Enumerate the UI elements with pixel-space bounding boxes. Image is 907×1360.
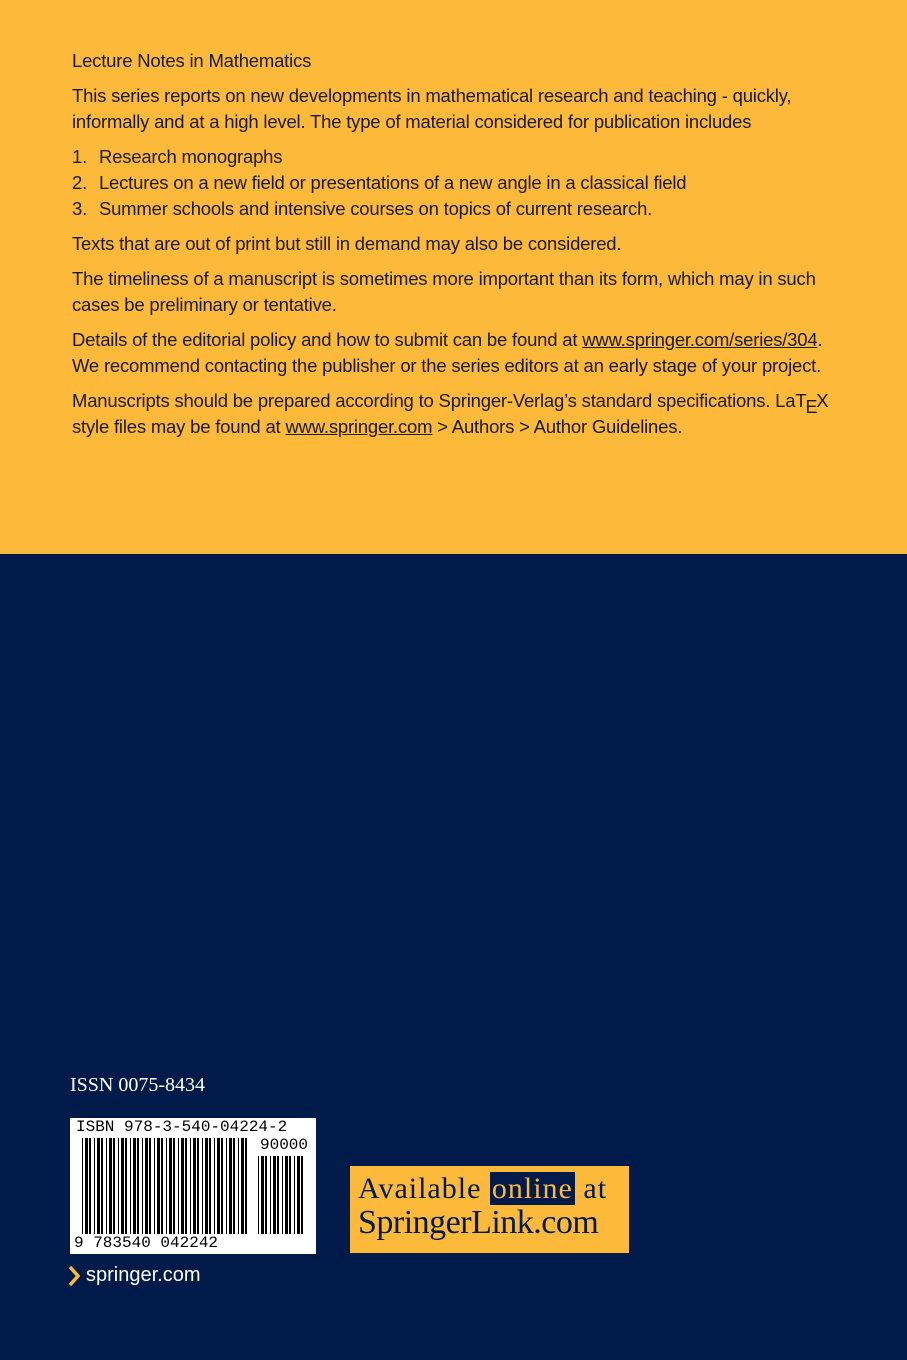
out-of-print-paragraph: Texts that are out of print but still in demand may also be considered. xyxy=(72,233,622,254)
series-description xyxy=(72,48,832,449)
isbn-barcode xyxy=(70,1118,316,1254)
barcode-bar xyxy=(109,1138,112,1234)
barcode-bar xyxy=(217,1138,220,1234)
barcode-bar xyxy=(149,1138,151,1234)
barcode-bar xyxy=(273,1156,276,1234)
barcode-bar xyxy=(238,1138,239,1234)
list-item: 1. Research monographs xyxy=(72,146,283,167)
barcode-bar xyxy=(85,1138,88,1234)
barcode-bar xyxy=(173,1138,175,1234)
barcode-bar xyxy=(258,1156,259,1234)
barcode-bar xyxy=(178,1138,179,1234)
barcode-bar xyxy=(121,1138,124,1234)
barcode-bar xyxy=(190,1138,191,1234)
barcode-bar xyxy=(289,1156,291,1234)
barcode-bar xyxy=(277,1156,279,1234)
series-title: Lecture Notes in Mathematics xyxy=(72,50,312,71)
barcode-bar xyxy=(125,1138,127,1234)
latex-logo: LaTEX xyxy=(775,390,829,417)
publication-types-list xyxy=(72,144,832,222)
barcode-bar xyxy=(282,1156,283,1234)
barcode-bar xyxy=(130,1138,131,1234)
barcode-bar xyxy=(181,1138,184,1234)
barcode-bar xyxy=(297,1156,300,1234)
details-paragraph: Details of the editorial policy and how to submit can be found at www.springer.com/series/304. We recommend contacting the publisher or the series editors at an early stage of your project. xyxy=(72,329,823,376)
barcode-bar xyxy=(118,1138,119,1234)
barcode-bar xyxy=(166,1138,167,1234)
springer-link[interactable]: www.springer.com xyxy=(285,416,433,437)
barcode-bars xyxy=(82,1138,252,1236)
barcode-bar xyxy=(229,1138,232,1234)
chevron-right-icon xyxy=(68,1265,80,1287)
timeliness-paragraph: The timeliness of a manuscript is sometimes more important than its form, which may in such cases be preliminary or tentative. xyxy=(72,268,816,315)
isbn-label: ISBN 978-3-540-04224-2 xyxy=(76,1118,288,1136)
barcode-bar xyxy=(202,1138,203,1234)
barcode-bar xyxy=(154,1138,155,1234)
manuscripts-paragraph: Manuscripts should be prepared according to Springer-Verlag’s standard specifications. LaTEX style files may be found at www.springer.com > Authors > Author Guidelines. xyxy=(72,390,829,437)
springerlink-badge: Available online at SpringerLink.com xyxy=(350,1166,629,1253)
barcode-bar xyxy=(261,1156,264,1234)
barcode-digits: 9 783540 042242 xyxy=(74,1234,219,1252)
barcode-bar xyxy=(185,1138,187,1234)
barcode-bar xyxy=(270,1156,271,1234)
barcode-bar xyxy=(142,1138,143,1234)
barcode-bar xyxy=(294,1156,295,1234)
list-item: 3. Summer schools and intensive courses on topics of current research. xyxy=(72,198,653,219)
barcode-bar xyxy=(245,1138,247,1234)
barcode-bar xyxy=(221,1138,223,1234)
barcode-bar xyxy=(133,1138,136,1234)
online-word: online xyxy=(491,1172,573,1205)
barcode-bar xyxy=(241,1138,244,1234)
top-orange-panel xyxy=(0,0,907,554)
springerlink-url: SpringerLink.com xyxy=(358,1204,599,1241)
isbn-addon: 90000 xyxy=(260,1136,309,1154)
barcode-bar xyxy=(214,1138,215,1234)
barcode-bar xyxy=(301,1156,303,1234)
barcode-bar xyxy=(89,1138,91,1234)
barcode-bar xyxy=(209,1138,211,1234)
barcode-bar xyxy=(193,1138,196,1234)
barcode-bar xyxy=(233,1138,235,1234)
series-link[interactable]: www.springer.com/series/304 xyxy=(582,329,818,350)
barcode-bar xyxy=(82,1138,83,1234)
barcode-bar xyxy=(161,1138,163,1234)
barcode-bar xyxy=(106,1138,107,1234)
addon-bars xyxy=(258,1156,308,1236)
springer-url: springer.com xyxy=(68,1264,201,1287)
barcode-bar xyxy=(101,1138,103,1234)
list-item: 2. Lectures on a new field or presentations of a new angle in a classical field xyxy=(72,172,687,193)
barcode-bar xyxy=(157,1138,160,1234)
barcode-bar xyxy=(265,1156,267,1234)
barcode-bar xyxy=(113,1138,115,1234)
barcode-bar xyxy=(197,1138,199,1234)
barcode-bar xyxy=(205,1138,208,1234)
issn-number: ISSN 0075-8434 xyxy=(70,1074,206,1096)
barcode-bar xyxy=(226,1138,227,1234)
barcode-bar xyxy=(94,1138,95,1234)
barcode-bar xyxy=(137,1138,139,1234)
barcode-bar xyxy=(145,1138,148,1234)
barcode-bar xyxy=(285,1156,288,1234)
intro-paragraph: This series reports on new developments in mathematical research and teaching - quickly, informally and at a high level. The type of material considered for publication includes xyxy=(72,85,792,132)
barcode-bar xyxy=(97,1138,100,1234)
barcode-bar xyxy=(169,1138,172,1234)
